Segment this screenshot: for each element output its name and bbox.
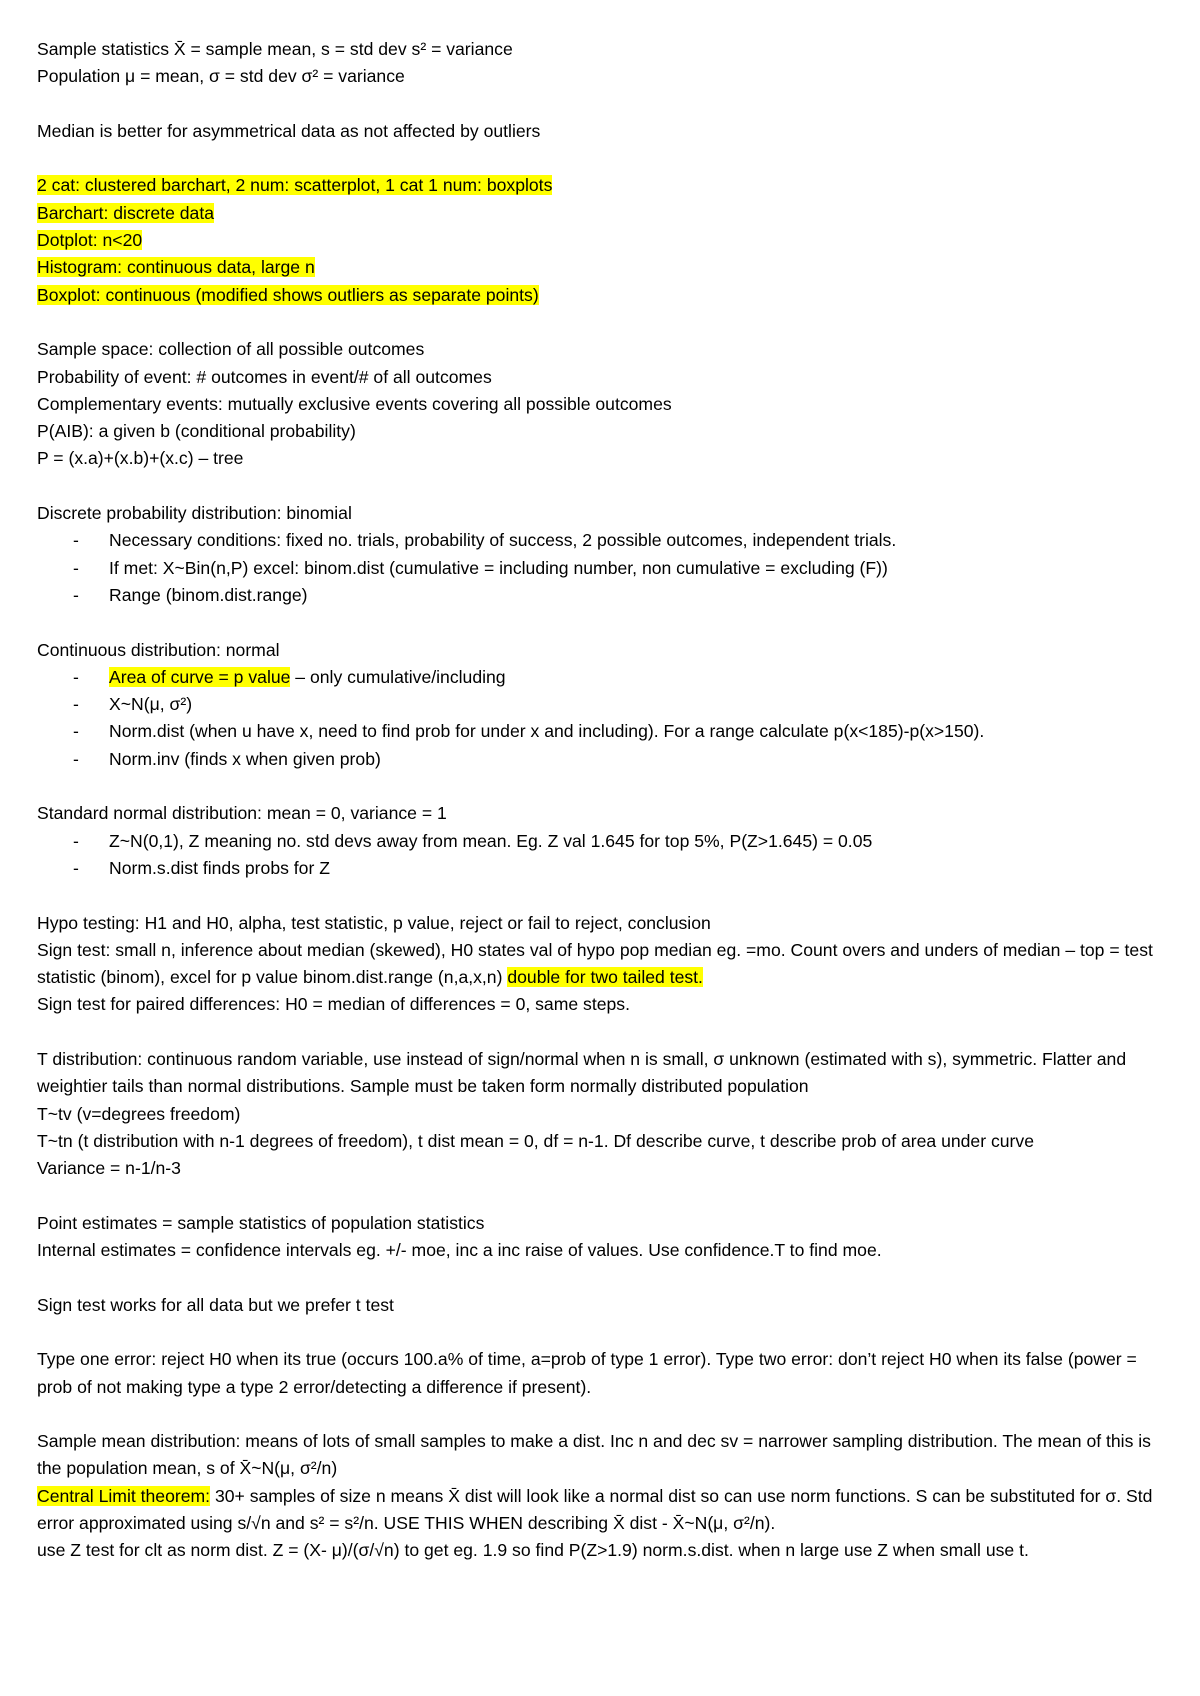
text-paragraph <box>37 937 1172 992</box>
text-paragraph: T distribution: continuous random variable, use instead of sign/normal when n is small, σ unknown (estimated with s), symmetric. Flatter and weightier tails than normal distributions. Sample must be taken form normally distributed population <box>37 1048 1127 1097</box>
bullet-dash: - <box>73 721 79 742</box>
bullet-dash: - <box>73 694 79 715</box>
blank-line <box>37 1182 1172 1209</box>
text-line: Internal estimates = confidence intervals eg. +/- moe, inc a inc raise of values. Use confidence.T to find moe. <box>37 1240 882 1261</box>
paragraph-text: Sign test: small n, inference about median (skewed), H0 states val of hypo pop median eg. =mo. Count overs and unders of median – top = test statistic (binom), excel for p value binom.dist.range (n,a,x,n) <box>37 939 1153 988</box>
bullet-text: Norm.s.dist finds probs for Z <box>109 857 330 878</box>
bullet-item <box>37 746 1172 773</box>
bullet-dash: - <box>73 530 79 551</box>
bullet-dash: - <box>73 666 79 687</box>
text-line: Population μ = mean, σ = std dev σ² = variance <box>37 66 405 87</box>
text-line <box>37 254 1172 281</box>
bullet-dash: - <box>73 748 79 769</box>
blank-line <box>37 882 1172 909</box>
text-line: Sign test for paired differences: H0 = median of differences = 0, same steps. <box>37 994 630 1015</box>
blank-line <box>37 609 1172 636</box>
highlighted-text: Barchart: discrete data <box>37 202 215 223</box>
bullet-item <box>37 582 1172 609</box>
bullet-item <box>37 664 1172 691</box>
text-line <box>37 282 1172 309</box>
blank-line <box>37 309 1172 336</box>
text-line: T~tv (v=degrees freedom) <box>37 1103 241 1124</box>
bullet-text: X~N(μ, σ²) <box>109 694 193 715</box>
bullet-text: Necessary conditions: fixed no. trials, probability of success, 2 possible outcomes, independent trials. <box>109 530 897 551</box>
text-paragraph <box>37 1483 1172 1538</box>
text-line: Probability of event: # outcomes in event/# of all outcomes <box>37 366 492 387</box>
blank-line <box>37 1019 1172 1046</box>
text-line: Discrete probability distribution: binomial <box>37 503 352 524</box>
paragraph-text: 30+ samples of size n means X̄ dist will look like a normal dist so can use norm functions. S can be substituted for σ. Std error approximated using s/√n and s² = s²/n. USE THIS WHEN describing X̄ dist - X̄~N(μ, σ²/n). <box>37 1485 1153 1534</box>
bullet-text: If met: X~Bin(n,P) excel: binom.dist (cumulative = including number, non cumulative = excluding (F)) <box>109 557 888 578</box>
blank-line <box>37 1319 1172 1346</box>
bullet-item <box>37 527 1172 554</box>
bullet-dash: - <box>73 557 79 578</box>
blank-line <box>37 773 1172 800</box>
bullet-item <box>37 691 1172 718</box>
highlighted-text: 2 cat: clustered barchart, 2 num: scatterplot, 1 cat 1 num: boxplots <box>37 175 553 196</box>
document-page <box>37 36 1172 1565</box>
text-line: P(AIB): a given b (conditional probability) <box>37 421 356 442</box>
text-line: Median is better for asymmetrical data as not affected by outliers <box>37 120 541 141</box>
text-paragraph: Type one error: reject H0 when its true (occurs 100.a% of time, a=prob of type 1 error). Type two error: don’t reject H0 when its false (power = prob of not making type a type 2 error/detecting a difference if present). <box>37 1349 1137 1397</box>
bullet-item <box>37 828 1172 855</box>
text-paragraph: use Z test for clt as norm dist. Z = (X- μ)/(σ/√n) to get eg. 1.9 so find P(Z>1.9) norm.s.dist. when n large use Z when small use t. <box>37 1540 1029 1561</box>
highlighted-text: double for two tailed test. <box>507 967 703 988</box>
bullet-text: Norm.inv (finds x when given prob) <box>109 748 381 769</box>
text-line <box>37 172 1172 199</box>
text-line: Hypo testing: H1 and H0, alpha, test statistic, p value, reject or fail to reject, conclusion <box>37 912 711 933</box>
text-line: Point estimates = sample statistics of population statistics <box>37 1212 485 1233</box>
highlighted-text: Dotplot: n<20 <box>37 230 143 251</box>
bullet-dash: - <box>73 584 79 605</box>
text-line: Continuous distribution: normal <box>37 639 280 660</box>
text-line: Complementary events: mutually exclusive events covering all possible outcomes <box>37 393 672 414</box>
text-line <box>37 200 1172 227</box>
bullet-item <box>37 718 1172 745</box>
bullet-dash: - <box>73 830 79 851</box>
bullet-text: Norm.dist (when u have x, need to find prob for under x and including). For a range calculate p(x<185)-p(x>150). <box>109 721 985 742</box>
highlighted-text: Area of curve = p value <box>109 666 291 687</box>
text-line: Sample statistics X̄ = sample mean, s = std dev s² = variance <box>37 39 513 59</box>
blank-line <box>37 473 1172 500</box>
blank-line <box>37 91 1172 118</box>
bullet-item <box>37 555 1172 582</box>
blank-line <box>37 145 1172 172</box>
text-line: P = (x.a)+(x.b)+(x.c) – tree <box>37 448 244 469</box>
blank-line <box>37 1264 1172 1291</box>
bullet-dash: - <box>73 857 79 878</box>
text-line <box>37 227 1172 254</box>
blank-line <box>37 1401 1172 1428</box>
bullet-text: Z~N(0,1), Z meaning no. std devs away from mean. Eg. Z val 1.645 for top 5%, P(Z>1.645) = 0.05 <box>109 830 873 851</box>
text-line: Variance = n-1/n-3 <box>37 1158 181 1179</box>
text-line: Sign test works for all data but we prefer t test <box>37 1294 394 1315</box>
text-paragraph: T~tn (t distribution with n-1 degrees of freedom), t dist mean = 0, df = n-1. Df describe curve, t describe prob of area under curve <box>37 1130 1034 1151</box>
text-paragraph: Sample mean distribution: means of lots of small samples to make a dist. Inc n and dec sv = narrower sampling distribution. The mean of this is the population mean, s of X̄~N(μ, σ²/n) <box>37 1431 1151 1479</box>
bullet-text: – only cumulative/including <box>290 666 506 687</box>
bullet-item <box>37 855 1172 882</box>
text-line: Sample space: collection of all possible outcomes <box>37 339 425 360</box>
highlighted-text: Central Limit theorem: <box>37 1485 211 1506</box>
highlighted-text: Boxplot: continuous (modified shows outliers as separate points) <box>37 284 539 305</box>
bullet-text: Range (binom.dist.range) <box>109 584 308 605</box>
highlighted-text: Histogram: continuous data, large n <box>37 257 315 278</box>
text-line: Standard normal distribution: mean = 0, variance = 1 <box>37 803 447 824</box>
